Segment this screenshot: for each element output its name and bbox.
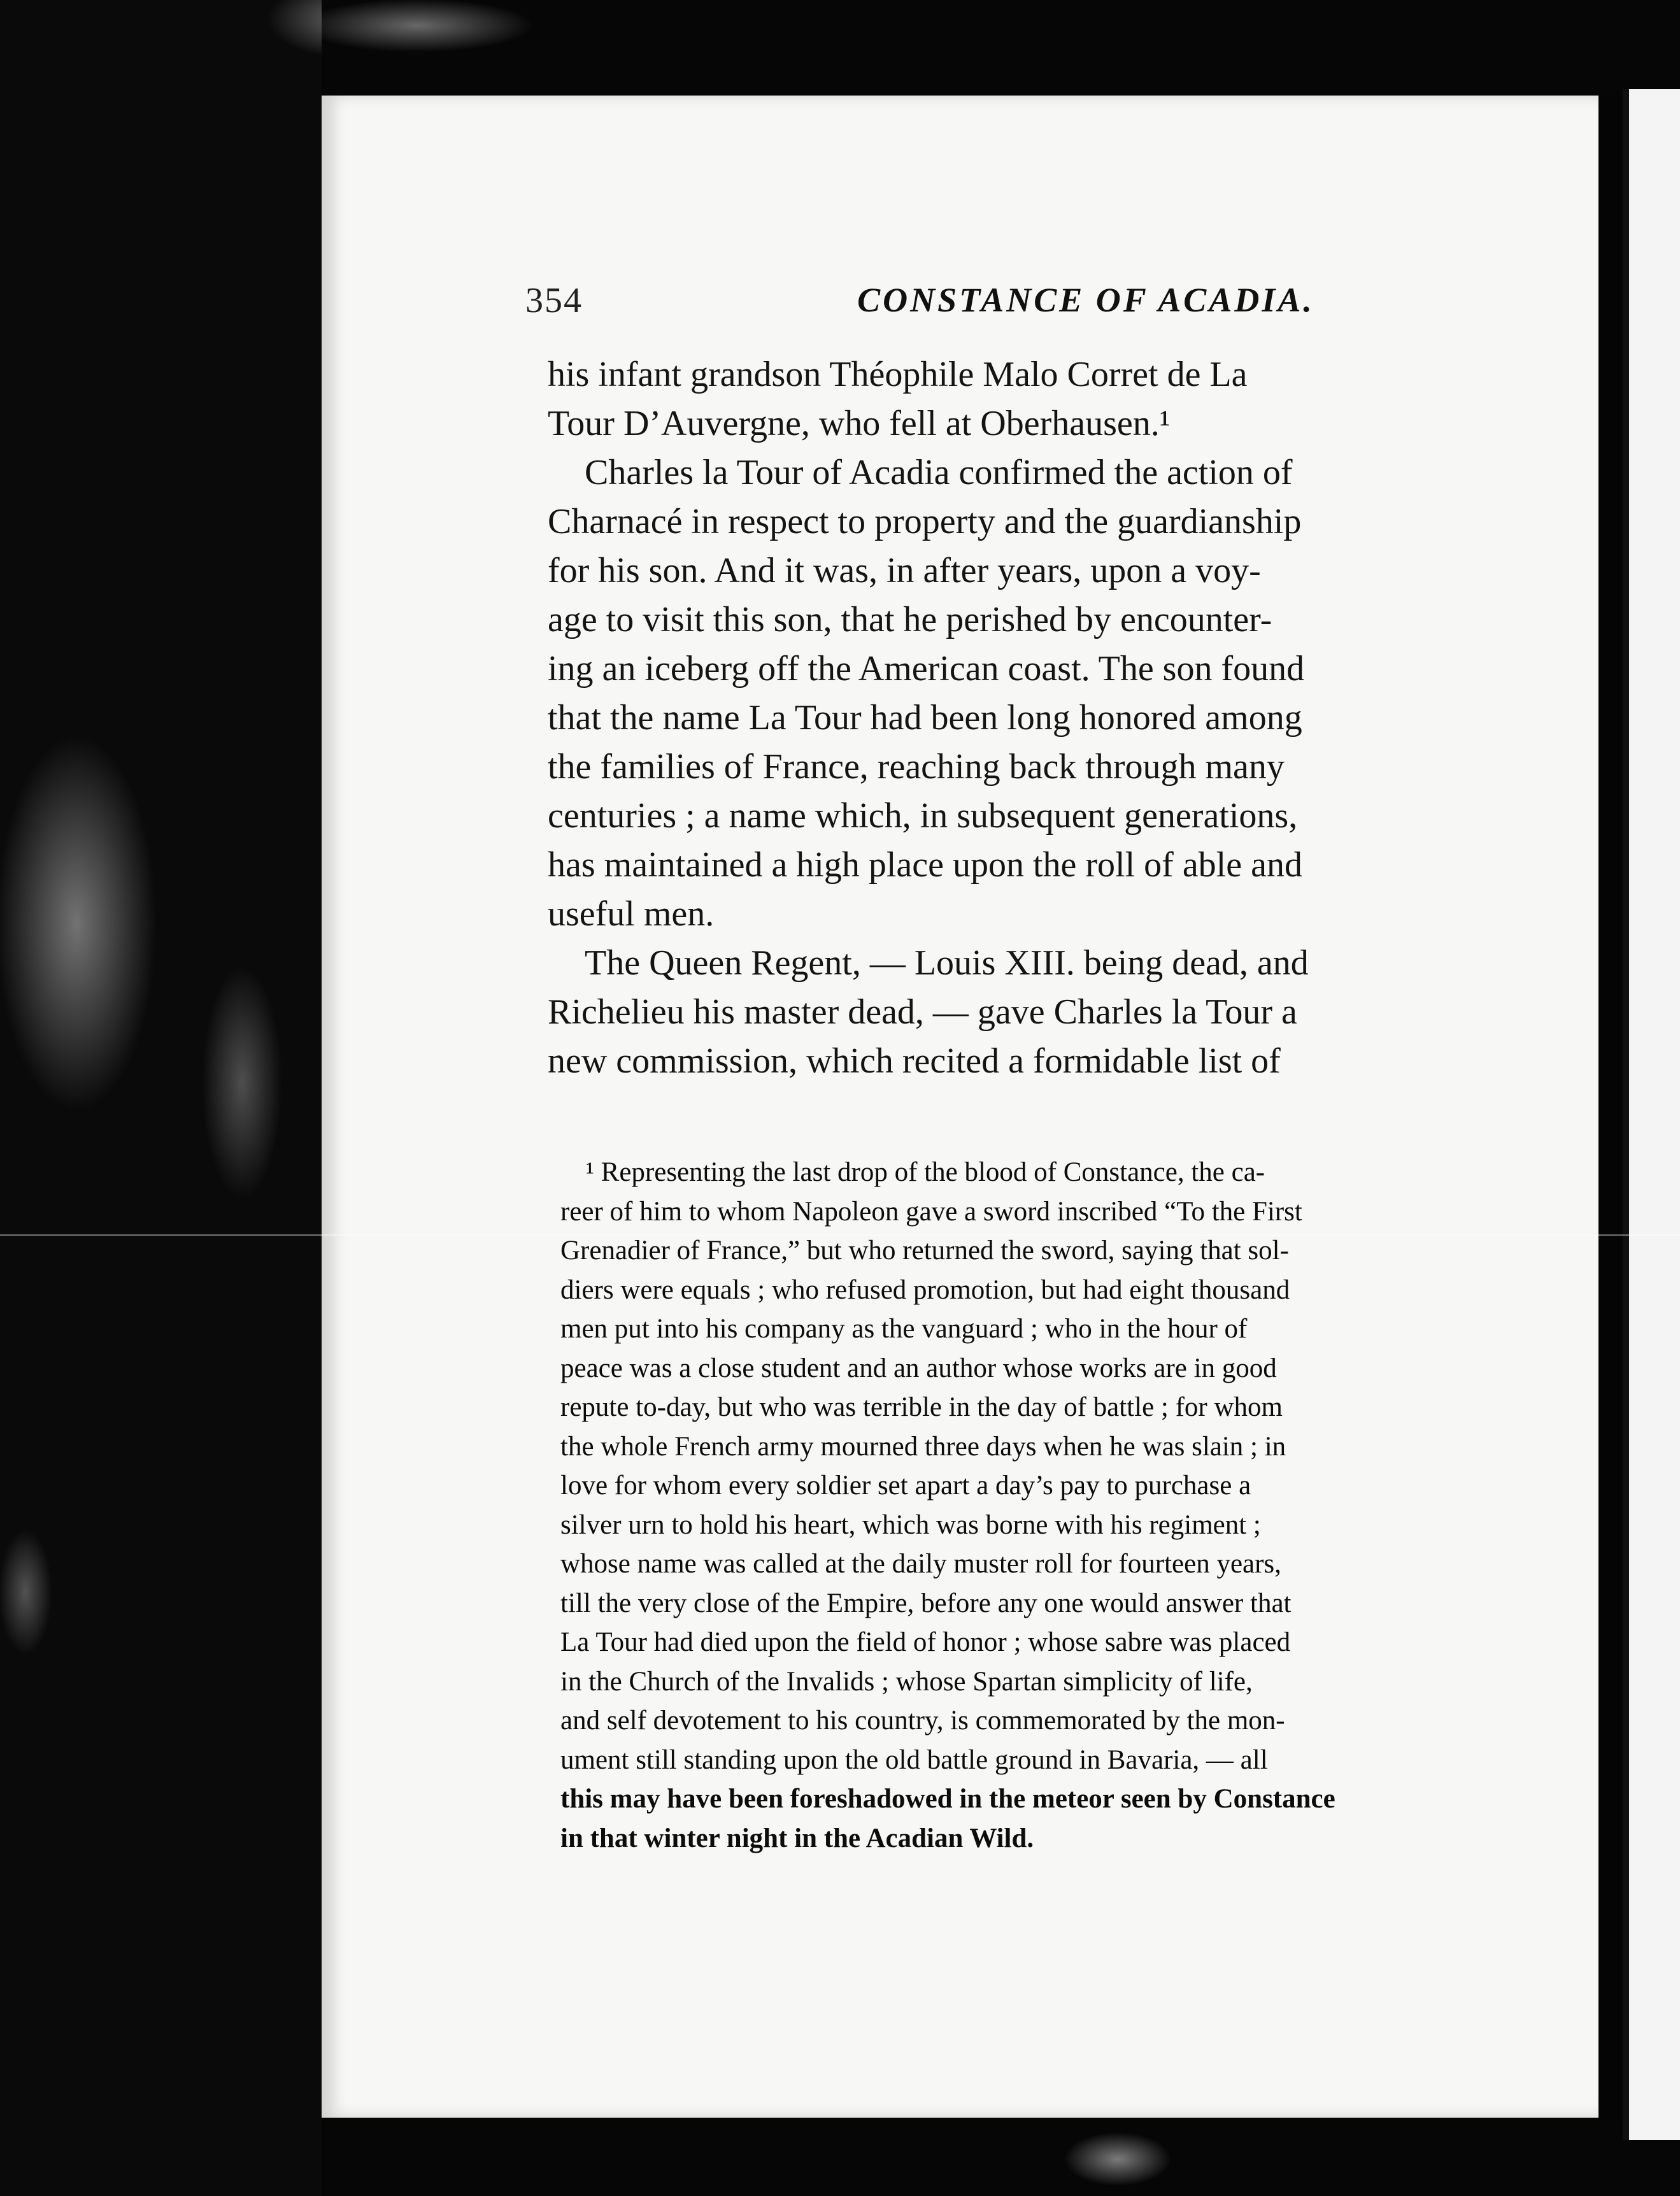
body-line: has maintained a high place upon the roll of able and <box>548 845 1302 885</box>
footnote-line: silver urn to hold his heart, which was borne with his regiment ; <box>560 1509 1261 1540</box>
body-text <box>548 350 1680 1086</box>
footnote-line: ¹ Representing the last drop of the blood of Constance, the ca- <box>586 1157 1265 1187</box>
scan-top-margin <box>322 0 1680 96</box>
footnote <box>560 1153 1680 1858</box>
body-line: the families of France, reaching back through many <box>548 747 1285 787</box>
page-number: 354 <box>525 281 583 320</box>
body-line: age to visit this son, that he perished by encounter- <box>548 600 1272 639</box>
body-line: his infant grandson Théophile Malo Corret de La <box>548 355 1248 394</box>
footnote-line: love for whom every soldier set apart a day’s pay to purchase a <box>560 1471 1251 1501</box>
scan-fold-line <box>322 1234 1680 1236</box>
body-line: new commission, which recited a formidable list of <box>548 1041 1281 1081</box>
footnote-line: repute to-day, but who was terrible in the day of battle ; for whom <box>560 1392 1283 1422</box>
body-line: Charles la Tour of Acadia confirmed the action of <box>585 453 1293 492</box>
running-head: CONSTANCE OF ACADIA. <box>857 281 1314 319</box>
scan-edge-line <box>0 1234 322 1236</box>
body-line: that the name La Tour had been long honored among <box>548 698 1302 738</box>
footnote-line: whose name was called at the daily muster roll for fourteen years, <box>560 1549 1281 1579</box>
footnote-line: in the Church of the Invalids ; whose Spartan simplicity of life, <box>560 1666 1253 1697</box>
footnote-line: men put into his company as the vanguard ; who in the hour of <box>560 1314 1248 1344</box>
body-line: Richelieu his master dead, — gave Charles la Tour a <box>548 992 1297 1032</box>
footnote-line: the whole French army mourned three days when he was slain ; in <box>560 1431 1286 1462</box>
footnote-line: in that winter night in the Acadian Wild. <box>560 1823 1034 1853</box>
footnote-line: peace was a close student and an author whose works are in good <box>560 1353 1277 1383</box>
body-line: centuries ; a name which, in subsequent generations, <box>548 796 1298 836</box>
body-line: useful men. <box>548 894 715 934</box>
footnote-line: ument still standing upon the old battle ground in Bavaria, — all <box>560 1744 1268 1775</box>
book-page <box>322 96 1598 2118</box>
body-line: The Queen Regent, — Louis XIII. being dead, and <box>585 943 1309 983</box>
body-line: for his son. And it was, in after years, upon a voy- <box>548 551 1261 590</box>
body-line: ing an iceberg off the American coast. The son found <box>548 649 1305 688</box>
footnote-line: and self devotement to his country, is commemorated by the mon- <box>560 1706 1285 1736</box>
page-header <box>525 280 1557 331</box>
footnote-line: diers were equals ; who refused promotion, but had eight thousand <box>560 1274 1290 1305</box>
body-line: Charnacé in respect to property and the guardianship <box>548 502 1302 541</box>
footnote-line: Grenadier of France,” but who returned the sword, saying that sol- <box>560 1236 1289 1266</box>
footnote-line: La Tour had died upon the field of honor ; whose sabre was placed <box>560 1627 1291 1657</box>
footnote-line: this may have been foreshadowed in the meteor seen by Constance <box>560 1784 1335 1814</box>
footnote-line: till the very close of the Empire, before any one would answer that <box>560 1588 1292 1618</box>
footnote-line: reer of him to whom Napoleon gave a sword inscribed “To the First <box>560 1196 1302 1227</box>
scan-left-margin <box>0 0 322 2196</box>
body-line: Tour D’Auvergne, who fell at Oberhausen.¹ <box>548 404 1171 443</box>
scan-bottom-margin <box>322 2121 1680 2196</box>
